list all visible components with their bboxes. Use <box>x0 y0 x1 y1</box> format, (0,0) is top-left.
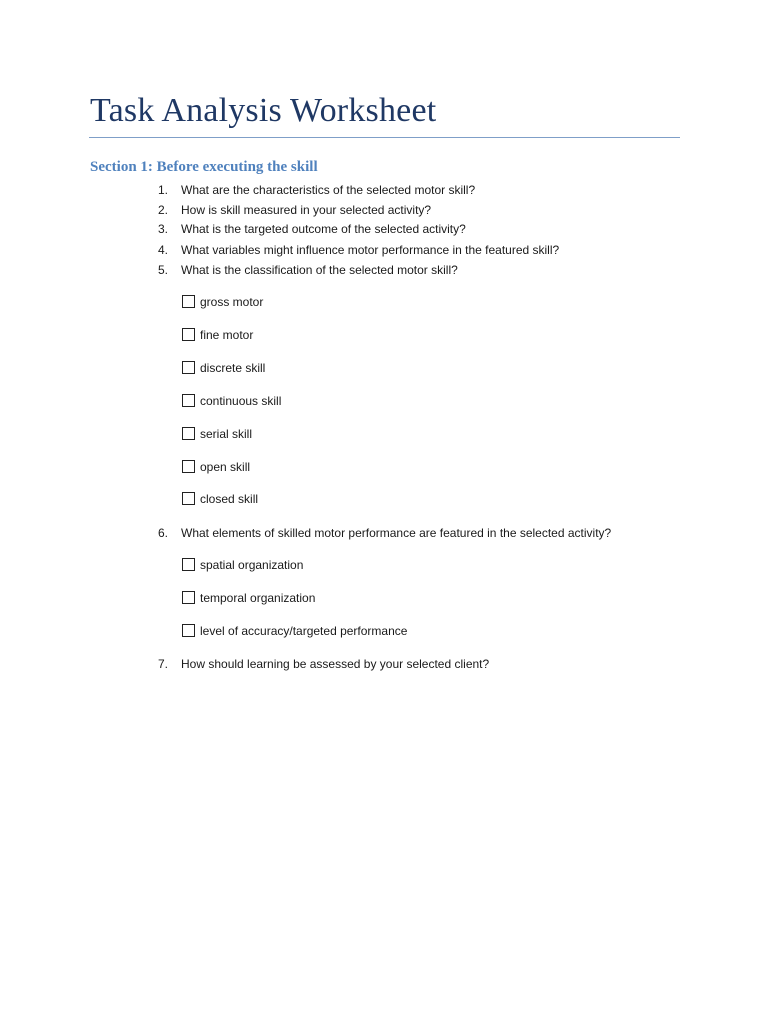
question-number: 5. <box>158 263 169 277</box>
question-number: 7. <box>158 657 169 671</box>
question-number: 1. <box>158 183 169 197</box>
question-number: 3. <box>158 222 169 236</box>
page-title: Task Analysis Worksheet <box>90 92 437 129</box>
question-text: What variables might influence motor performance in the featured skill? <box>181 243 560 257</box>
checkbox-label: temporal organization <box>200 591 316 605</box>
checkbox[interactable] <box>182 624 195 637</box>
checkbox[interactable] <box>182 361 195 374</box>
question-text: How is skill measured in your selected activity? <box>181 203 432 217</box>
checkbox-label: continuous skill <box>200 394 282 408</box>
question-text: How should learning be assessed by your selected client? <box>181 657 490 671</box>
checkbox[interactable] <box>182 492 195 505</box>
checkbox-label: discrete skill <box>200 361 266 375</box>
checkbox-label: spatial organization <box>200 558 304 572</box>
question-text: What elements of skilled motor performance are featured in the selected activity? <box>181 526 612 540</box>
checkbox-label: serial skill <box>200 427 253 441</box>
question-text: What is the classification of the selected motor skill? <box>181 263 458 277</box>
title-divider <box>89 137 680 138</box>
checkbox[interactable] <box>182 460 195 473</box>
checkbox[interactable] <box>182 591 195 604</box>
checkbox-label: level of accuracy/targeted performance <box>200 624 408 638</box>
checkbox[interactable] <box>182 394 195 407</box>
question-number: 6. <box>158 526 169 540</box>
section-1-heading: Section 1: Before executing the skill <box>90 159 318 175</box>
question-text: What are the characteristics of the selected motor skill? <box>181 183 476 197</box>
checkbox[interactable] <box>182 328 195 341</box>
checkbox-label: closed skill <box>200 492 259 506</box>
question-text: What is the targeted outcome of the selected activity? <box>181 222 466 236</box>
checkbox[interactable] <box>182 295 195 308</box>
checkbox-label: open skill <box>200 460 251 474</box>
checkbox-label: fine motor <box>200 328 254 342</box>
question-number: 2. <box>158 203 169 217</box>
checkbox-label: gross motor <box>200 295 264 309</box>
checkbox[interactable] <box>182 427 195 440</box>
checkbox[interactable] <box>182 558 195 571</box>
question-number: 4. <box>158 243 169 257</box>
